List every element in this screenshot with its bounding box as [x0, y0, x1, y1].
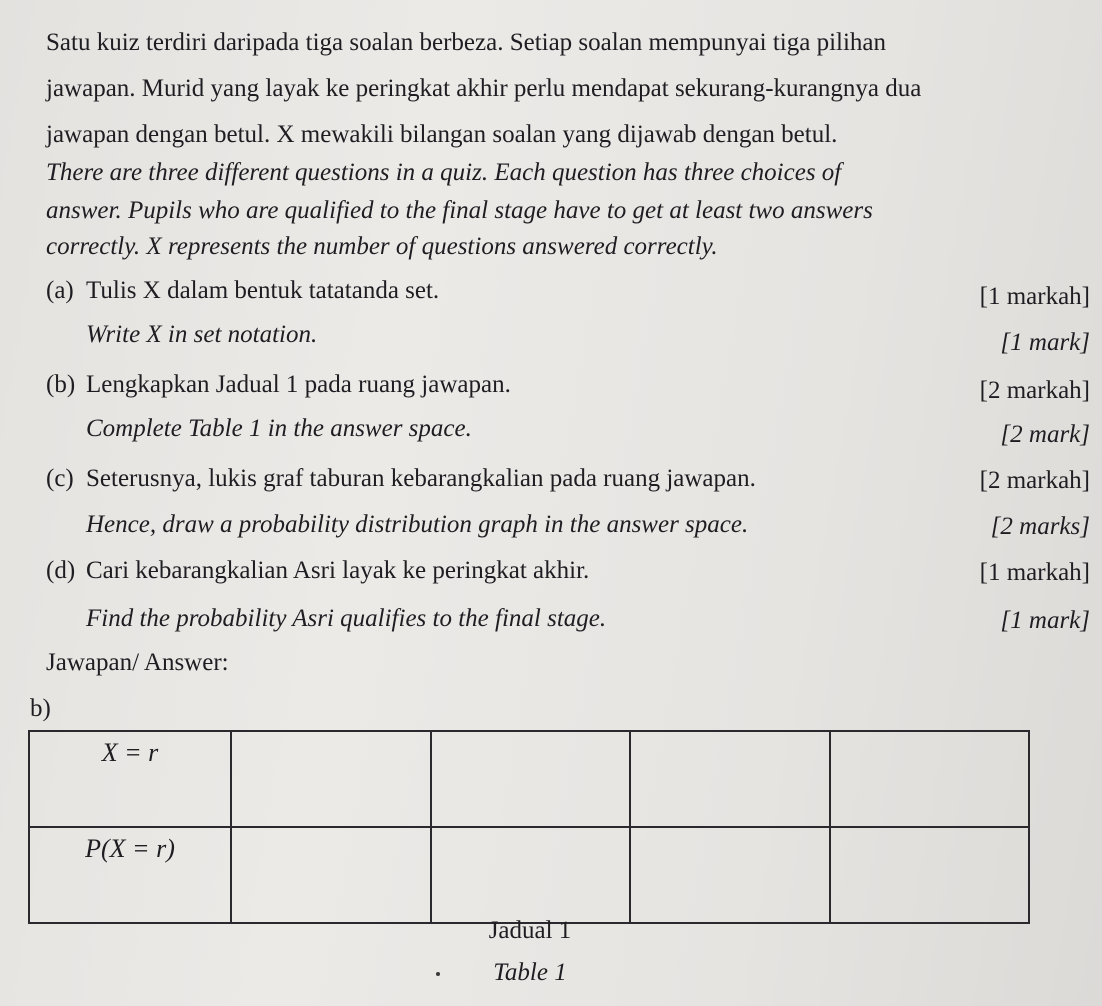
question-b-ms — [46, 370, 511, 400]
intro-en-line-2: answer. Pupils who are qualified to the final stage have to get at least two answers — [46, 197, 873, 224]
question-c-en-text: Hence, draw a probability distribution graph in the answer space. — [86, 511, 749, 538]
table-cell-x-1[interactable] — [231, 731, 431, 827]
question-c-ms — [46, 464, 756, 494]
question-a-label: (a) — [46, 277, 74, 304]
probability-table — [28, 730, 1030, 924]
question-c-en-mark: [2 marks] — [990, 513, 1090, 540]
table-header-p: P(X = r) — [29, 827, 231, 923]
question-d-en-text: Find the probability Asri qualifies to the final stage. — [86, 605, 607, 632]
table-cell-x-4[interactable] — [830, 731, 1030, 827]
intro-ms-line-2: jawapan. Murid yang layak ke peringkat akhir perlu mendapat sekurang-kurangnya dua — [46, 75, 922, 102]
question-a-ms-mark: [1 markah] — [979, 283, 1090, 310]
table-header-x: X = r — [29, 731, 231, 827]
question-b-en-mark: [2 mark] — [1000, 421, 1090, 448]
question-b-label: (b) — [46, 371, 76, 398]
question-b-ms-mark: [2 markah] — [979, 377, 1090, 404]
question-d-label: (d) — [46, 557, 76, 584]
table-caption-ms: Jadual 1 — [488, 917, 572, 944]
question-a-ms — [46, 276, 439, 306]
table-cell-p-1[interactable] — [231, 827, 431, 923]
table-caption-en: Table 1 — [493, 959, 567, 986]
question-d-ms-text: Cari kebarangkalian Asri layak ke peringkat akhir. — [86, 557, 590, 584]
answer-heading: Jawapan/ Answer: — [46, 649, 229, 676]
intro-en-line-3: correctly. X represents the number of questions answered correctly. — [46, 233, 718, 260]
question-c-ms-mark: [2 markah] — [979, 467, 1090, 494]
question-c-label: (c) — [46, 465, 74, 492]
table-cell-p-3[interactable] — [630, 827, 830, 923]
question-c-ms-text: Seterusnya, lukis graf taburan kebarangkalian pada ruang jawapan. — [86, 465, 756, 492]
question-b-en-text: Complete Table 1 in the answer space. — [86, 415, 472, 442]
table-row-p — [29, 827, 1029, 923]
question-d-ms-mark: [1 markah] — [979, 559, 1090, 586]
question-d-ms — [46, 556, 589, 586]
table-cell-x-2[interactable] — [431, 731, 631, 827]
intro-ms-line-3: jawapan dengan betul. X mewakili bilangan soalan yang dijawab dengan betul. — [46, 121, 838, 148]
question-b-ms-text: Lengkapkan Jadual 1 pada ruang jawapan. — [86, 371, 511, 398]
intro-en-line-1: There are three different questions in a quiz. Each question has three choices of — [46, 159, 842, 186]
question-d-en-mark: [1 mark] — [1000, 607, 1090, 634]
intro-ms-line-1: Satu kuiz terdiri daripada tiga soalan berbeza. Setiap soalan mempunyai tiga pilihan — [46, 29, 887, 56]
part-b-label: b) — [30, 695, 51, 722]
question-a-ms-text: Tulis X dalam bentuk tatatanda set. — [86, 277, 440, 304]
table-row-x — [29, 731, 1029, 827]
table-cell-p-2[interactable] — [431, 827, 631, 923]
question-a-en-text: Write X in set notation. — [86, 321, 318, 348]
table-cell-p-4[interactable] — [830, 827, 1030, 923]
table-cell-x-3[interactable] — [630, 731, 830, 827]
question-a-en-mark: [1 mark] — [1000, 329, 1090, 356]
